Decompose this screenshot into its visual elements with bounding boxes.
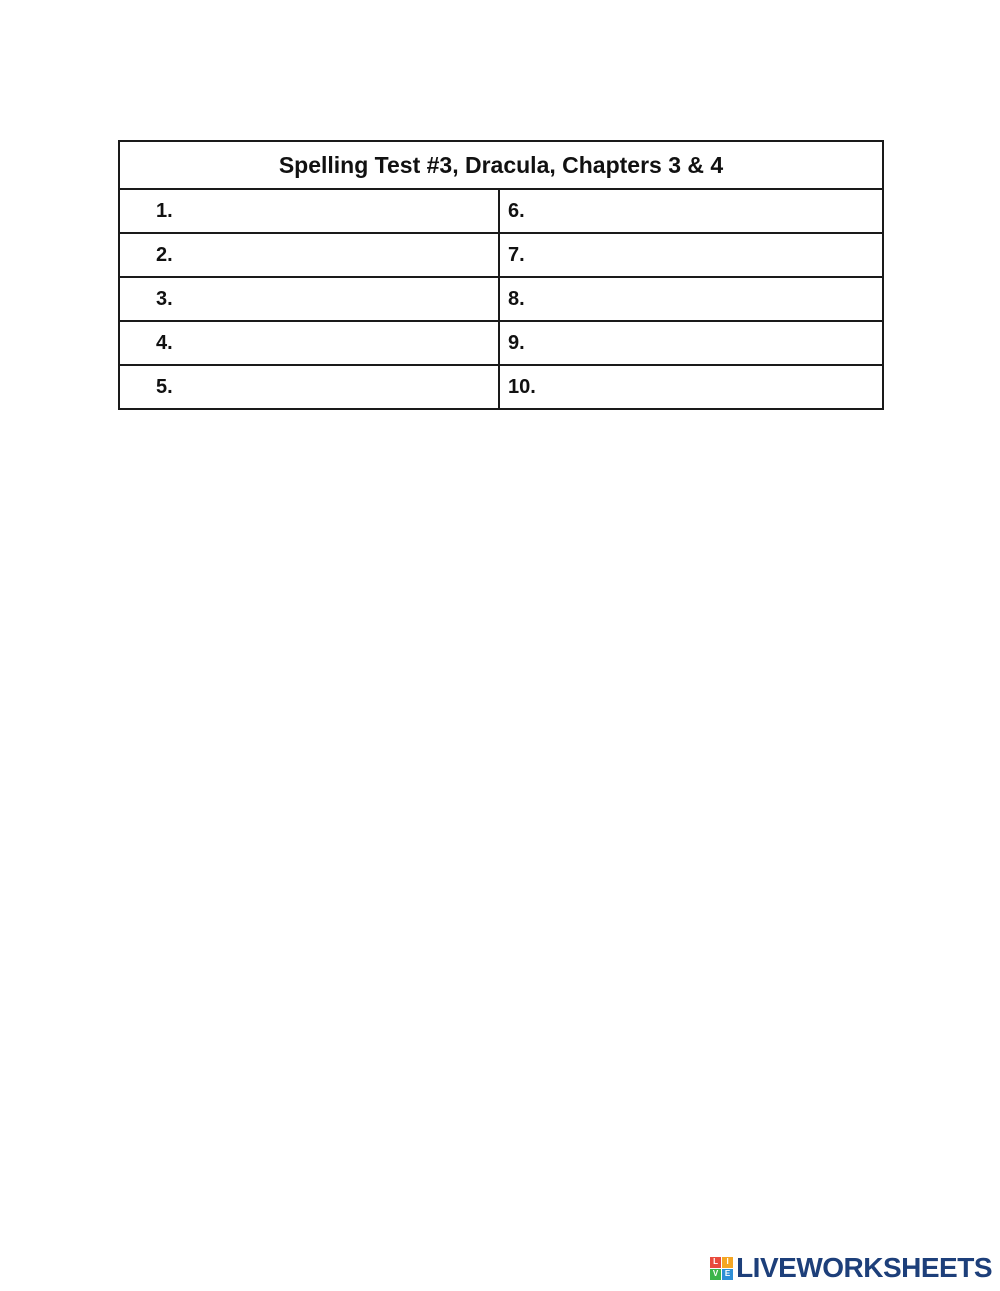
item-number: 2. [156, 243, 173, 266]
spelling-test-table [118, 140, 884, 410]
item-number: 6. [508, 199, 525, 222]
answer-cell-6[interactable] [499, 189, 883, 233]
item-number: 10. [508, 375, 536, 398]
answer-cell-5[interactable] [119, 365, 499, 409]
item-number: 3. [156, 287, 173, 310]
item-number: 8. [508, 287, 525, 310]
table-row [119, 365, 883, 409]
answer-cell-8[interactable] [499, 277, 883, 321]
answer-cell-1[interactable] [119, 189, 499, 233]
answer-cell-4[interactable] [119, 321, 499, 365]
answer-cell-10[interactable] [499, 365, 883, 409]
logo-block-v: V [710, 1269, 721, 1280]
worksheet-title: Spelling Test #3, Dracula, Chapters 3 & 4 [119, 141, 883, 189]
answer-cell-3[interactable] [119, 277, 499, 321]
item-number: 7. [508, 243, 525, 266]
answer-cell-2[interactable] [119, 233, 499, 277]
liveworksheets-logo-icon [710, 1257, 733, 1280]
logo-block-l: L [710, 1257, 721, 1268]
table-row [119, 189, 883, 233]
item-number: 9. [508, 331, 525, 354]
item-number: 4. [156, 331, 173, 354]
table-row [119, 277, 883, 321]
logo-block-e: E [722, 1269, 733, 1280]
logo-block-i: I [722, 1257, 733, 1268]
brand-text: LIVEWORKSHEETS [736, 1252, 992, 1283]
table-row [119, 321, 883, 365]
liveworksheets-logo [710, 1253, 992, 1283]
item-number: 5. [156, 375, 173, 398]
table-header-row [119, 141, 883, 189]
answer-cell-7[interactable] [499, 233, 883, 277]
answer-cell-9[interactable] [499, 321, 883, 365]
item-number: 1. [156, 199, 173, 222]
table-row [119, 233, 883, 277]
